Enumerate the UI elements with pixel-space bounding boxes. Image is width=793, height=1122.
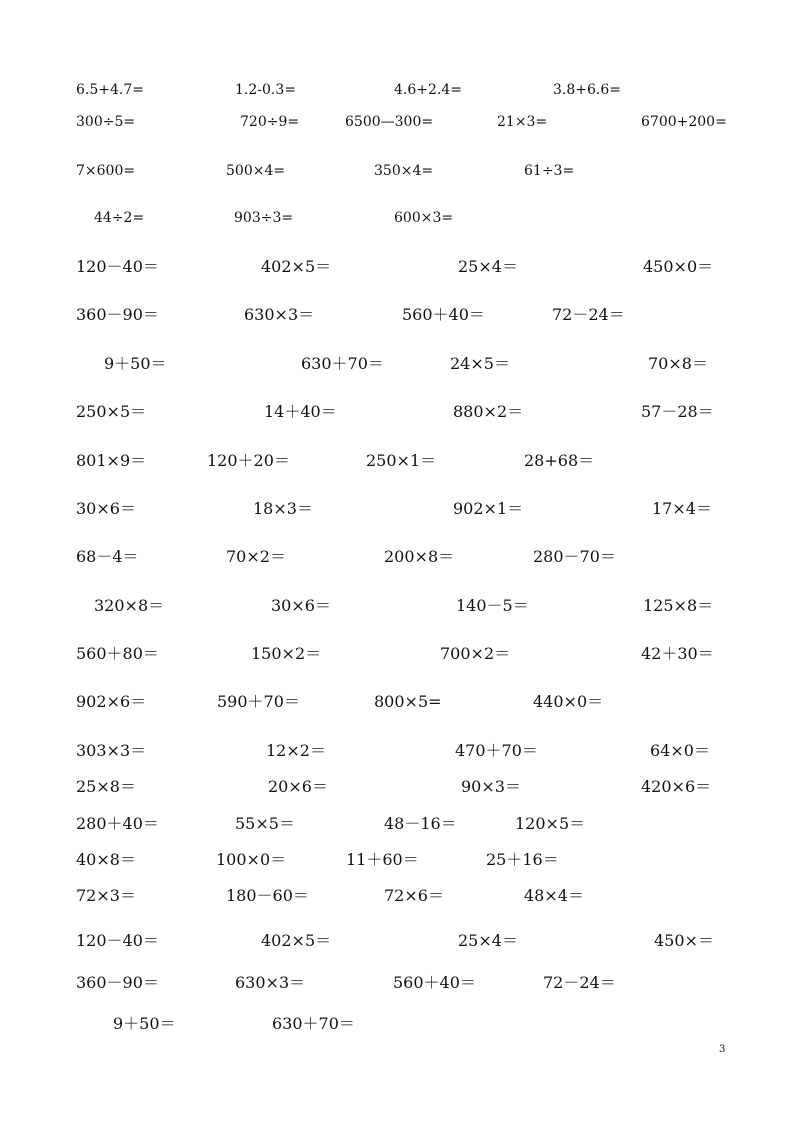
problem: 560＋80＝	[76, 644, 159, 663]
problem-row	[0, 305, 793, 329]
problem: 12×2＝	[266, 741, 326, 760]
problem: 55×5＝	[235, 814, 295, 833]
problem: 402×5＝	[261, 931, 332, 950]
problem-row	[0, 161, 793, 185]
problem: 200×8＝	[384, 547, 455, 566]
problem: 40×8＝	[76, 850, 136, 869]
problem: 720÷9=	[240, 114, 300, 130]
problem: 120－40＝	[76, 257, 159, 276]
problem: 280－70＝	[533, 547, 616, 566]
problem-row	[0, 354, 793, 378]
problem: 25＋16＝	[486, 850, 559, 869]
problem: 3.8+6.6=	[553, 82, 621, 98]
problem-row	[0, 402, 793, 426]
problem: 630＋70＝	[272, 1014, 355, 1033]
problem: 700×2＝	[440, 644, 511, 663]
problem: 350×4=	[374, 163, 434, 179]
problem-row	[0, 741, 793, 765]
problem: 500×4=	[226, 163, 286, 179]
problem: 450×＝	[654, 931, 714, 950]
problem: 902×6＝	[76, 692, 147, 711]
problem: 360－90＝	[76, 973, 159, 992]
problem: 902×1＝	[453, 499, 524, 518]
problem: 28+68＝	[524, 451, 595, 470]
problem-row	[0, 208, 793, 232]
problem: 42＋30＝	[641, 644, 714, 663]
problem-row	[0, 257, 793, 281]
problem-row	[0, 499, 793, 523]
problem: 470＋70＝	[455, 741, 538, 760]
problem: 440×0＝	[533, 692, 604, 711]
problem: 800×5=	[374, 692, 442, 711]
problem: 72－24＝	[552, 305, 625, 324]
problem: 801×9＝	[76, 451, 147, 470]
problem: 360－90＝	[76, 305, 159, 324]
problem: 6700+200=	[641, 114, 727, 130]
problem-row	[0, 596, 793, 620]
problem: 903÷3=	[234, 210, 294, 226]
problem-row	[0, 886, 793, 910]
problem: 68－4＝	[76, 547, 139, 566]
problem: 72－24＝	[543, 973, 616, 992]
problem: 11＋60＝	[346, 850, 419, 869]
problem: 9＋50＝	[113, 1014, 176, 1033]
problem: 21×3=	[497, 114, 548, 130]
problem: 120－40＝	[76, 931, 159, 950]
problem: 125×8＝	[643, 596, 714, 615]
problem: 17×4＝	[652, 499, 712, 518]
problem: 72×3＝	[76, 886, 136, 905]
problem: 25×8＝	[76, 777, 136, 796]
problem: 24×5＝	[450, 354, 510, 373]
problem: 30×6＝	[76, 499, 136, 518]
problem: 72×6＝	[384, 886, 444, 905]
problem: 18×3＝	[253, 499, 313, 518]
problem: 140－5＝	[456, 596, 529, 615]
problem: 303×3＝	[76, 741, 147, 760]
problem: 590＋70＝	[217, 692, 300, 711]
problem: 630×3＝	[244, 305, 315, 324]
problem: 420×6＝	[641, 777, 712, 796]
problem: 180－60＝	[226, 886, 309, 905]
problem-row	[0, 1014, 793, 1038]
problem: 300÷5=	[76, 114, 136, 130]
problem: 150×2＝	[251, 644, 322, 663]
problem: 630＋70＝	[301, 354, 384, 373]
problem: 44÷2=	[94, 210, 145, 226]
problem: 7×600=	[76, 163, 136, 179]
problem-row	[0, 931, 793, 955]
problem: 64×0＝	[650, 741, 710, 760]
problem: 250×1＝	[366, 451, 437, 470]
problem: 70×8＝	[648, 354, 708, 373]
problem: 57－28＝	[641, 402, 714, 421]
problem: 14＋40＝	[264, 402, 337, 421]
problem: 70×2＝	[226, 547, 286, 566]
problem: 6500—300=	[345, 114, 434, 130]
problem: 6.5+4.7=	[76, 82, 144, 98]
problem-row	[0, 850, 793, 874]
problem: 30×6＝	[271, 596, 331, 615]
problem: 450×0＝	[643, 257, 714, 276]
problem: 20×6＝	[268, 777, 328, 796]
problem: 61÷3=	[524, 163, 575, 179]
problem: 250×5＝	[76, 402, 147, 421]
problem: 280＋40＝	[76, 814, 159, 833]
problem: 880×2＝	[453, 402, 524, 421]
problem: 48－16＝	[384, 814, 457, 833]
problem: 48×4＝	[524, 886, 584, 905]
page-number: 3	[719, 1044, 726, 1055]
problem: 402×5＝	[261, 257, 332, 276]
problem-row	[0, 451, 793, 475]
problem: 560＋40＝	[402, 305, 485, 324]
problem: 120×5＝	[515, 814, 586, 833]
problem-row	[0, 547, 793, 571]
problem: 9＋50＝	[104, 354, 167, 373]
problem-row	[0, 644, 793, 668]
problem-row	[0, 814, 793, 838]
problem-row	[0, 973, 793, 997]
problem: 25×4＝	[458, 257, 518, 276]
problem-row	[0, 112, 793, 136]
problem: 630×3＝	[235, 973, 306, 992]
problem: 600×3=	[394, 210, 454, 226]
problem: 90×3＝	[461, 777, 521, 796]
problem: 560＋40＝	[393, 973, 476, 992]
problem: 100×0＝	[216, 850, 287, 869]
problem: 25×4＝	[458, 931, 518, 950]
problem: 320×8＝	[94, 596, 165, 615]
problem: 4.6+2.4=	[394, 82, 462, 98]
problem: 120＋20＝	[207, 451, 290, 470]
problem: 1.2-0.3=	[235, 82, 296, 98]
problem-row	[0, 692, 793, 716]
problem-row	[0, 777, 793, 801]
problem-row	[0, 80, 793, 104]
